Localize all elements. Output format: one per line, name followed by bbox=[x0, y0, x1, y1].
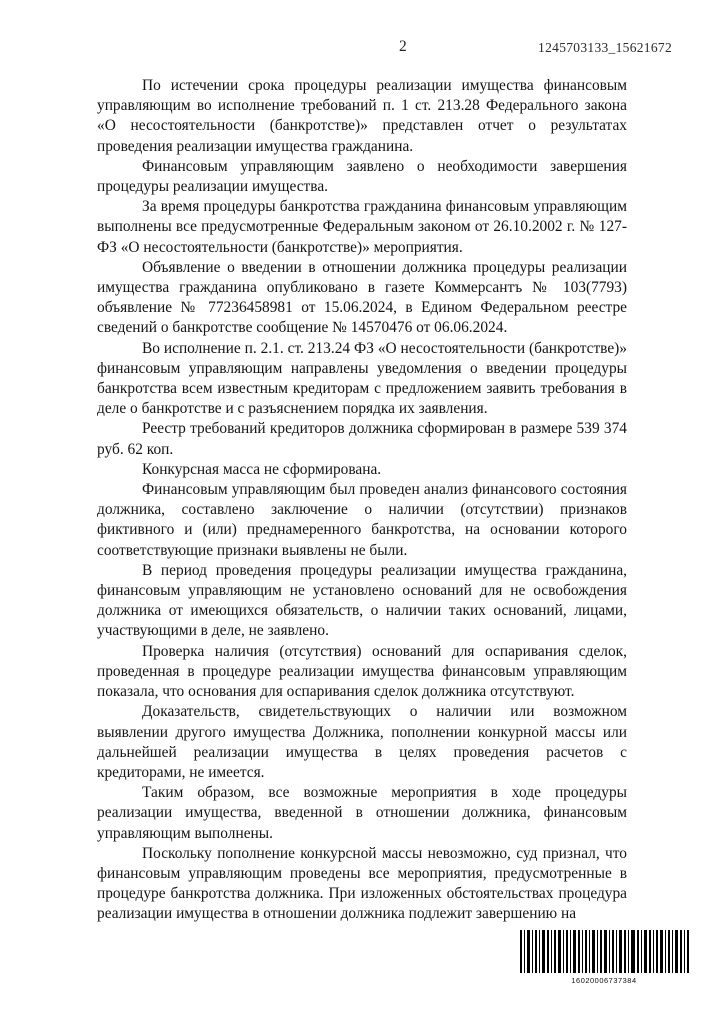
document-code: 1245703133_15621672 bbox=[538, 40, 672, 55]
page-header bbox=[96, 38, 682, 60]
paragraph: Финансовым управляющим был проведен анализ финансового состояния должника, составлено заключение о наличии (отсутствии) признаков фиктивного и (или) преднамеренного банкротства, на основании которого соответствующие признаки выявлены не были. bbox=[97, 481, 627, 559]
barcode-block bbox=[516, 928, 692, 985]
paragraph: Объявление о введении в отношении должника процедуры реализации имущества гражданина опубликовано в газете Коммерсантъ № 103(7793) объявление № 77236458981 от 15.06.2024, в Едином Федеральном реестре сведений о банкротстве сообщение № 14570476 от 06.06.2024. bbox=[97, 258, 627, 337]
paragraph: Реестр требований кредиторов должника сформирован в размере 539 374 руб. 62 коп. bbox=[97, 420, 627, 458]
paragraph: Финансовым управляющим заявлено о необходимости завершения процедуры реализации имущества. bbox=[97, 157, 627, 196]
paragraph: Доказательств, свидетельствующих о наличии или возможном выявлении другого имущества Должника, пополнении конкурной массы или дальнейшей реализации имущества в целях проведения расчетов с кредиторами, не имеется. bbox=[97, 703, 627, 781]
paragraph: Конкурсная масса не сформирована. bbox=[142, 460, 382, 478]
barcode-icon bbox=[516, 928, 692, 975]
paragraph: В период проведения процедуры реализации имущества гражданина, финансовым управляющим не установлено оснований для не освобождения должника от имеющихся обязательств, о наличии таких оснований, лицами, участвующими в деле, не заявлено. bbox=[97, 561, 627, 640]
barcode-number: 16020006737384 bbox=[571, 976, 637, 985]
paragraph: Проверка наличия (отсутствия) оснований для оспаривания сделок, проведенная в процедуре реализации имущества финансовым управляющим показала, что основания для оспаривания сделок должника отсутствуют. bbox=[97, 642, 627, 701]
paragraph: За время процедуры банкротства гражданина финансовым управляющим выполнены все предусмотренные Федеральным законом от 26.10.2002 г. № 127-ФЗ «О несостоятельности (банкротстве)» мероприятия. bbox=[97, 198, 627, 256]
paragraph: По истечении срока процедуры реализации имущества финансовым управляющим во исполнение требований п. 1 ст. 213.28 Федерального закона «О несостоятельности (банкротстве)» представлен отчет о результатах проведения реализации имущества гражданина. bbox=[97, 77, 627, 155]
page-number: 2 bbox=[399, 38, 407, 55]
paragraph: Поскольку пополнение конкурсной массы невозможно, суд признал, что финансовым управляющим проведены все мероприятия, предусмотренные в процедуре банкротства должника. При изложенных обстоятельствах процедура реализации имущества в отношении должника подлежит завершению на bbox=[97, 844, 627, 923]
paragraph: Таким образом, все возможные мероприятия в ходе процедуры реализации имущества, введенной в отношении должника, финансовым управляющим выполнены. bbox=[97, 784, 627, 842]
document-body bbox=[97, 76, 627, 925]
paragraph: Во исполнение п. 2.1. ст. 213.24 ФЗ «О несостоятельности (банкротстве)» финансовым управляющим направлены уведомления о введении процедуры банкротства всем известным кредиторам с предложением заявить требования в деле о банкротстве и с разъяснением порядка их заявления. bbox=[97, 339, 627, 418]
